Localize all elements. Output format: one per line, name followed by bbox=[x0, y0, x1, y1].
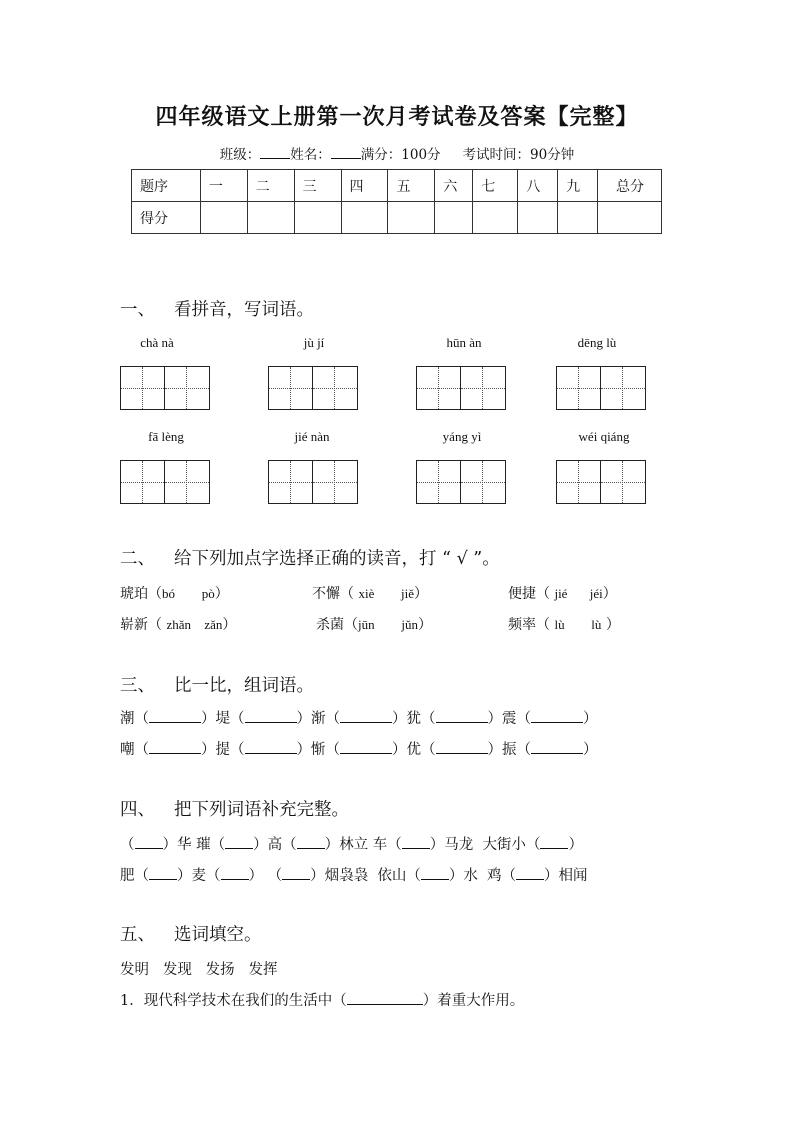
score-cell[interactable] bbox=[200, 202, 247, 234]
writing-grid[interactable] bbox=[120, 460, 210, 504]
reading-word: 不懈 bbox=[312, 586, 340, 602]
char: 堤 bbox=[215, 711, 230, 727]
idiom-part: 林立 bbox=[339, 837, 369, 853]
blank[interactable] bbox=[149, 709, 201, 723]
section-number: 三、 bbox=[120, 676, 155, 696]
score-cell[interactable] bbox=[294, 202, 341, 234]
exam-info bbox=[0, 143, 794, 163]
header-cell: 总分 bbox=[598, 170, 662, 202]
idiom-part: 麦 bbox=[191, 868, 206, 884]
blank[interactable] bbox=[540, 835, 568, 849]
reading-option[interactable]: lù bbox=[591, 617, 602, 632]
choice-word: 发挥 bbox=[248, 962, 278, 978]
score-label: 满分：100分 bbox=[360, 147, 441, 163]
header-cell: 七 bbox=[473, 170, 518, 202]
pinyin-label: fā lèng bbox=[148, 429, 184, 444]
blank[interactable] bbox=[282, 866, 310, 880]
char: 犹 bbox=[406, 711, 421, 727]
score-table-header bbox=[132, 170, 662, 202]
char: 潮 bbox=[120, 711, 135, 727]
section-number: 一、 bbox=[120, 300, 155, 320]
pinyin-label: wéi qiáng bbox=[578, 429, 630, 444]
header-cell: 题序 bbox=[132, 170, 201, 202]
reading-item: 琥珀（bó pò） bbox=[120, 586, 229, 602]
idiom-part: 依山 bbox=[377, 868, 407, 884]
page-title: 四年级语文上册第一次月考试卷及答案【完整】 bbox=[155, 104, 639, 130]
score-table-row bbox=[132, 202, 662, 234]
pinyin-label: chà nà bbox=[140, 335, 174, 350]
reading-item: 杀菌（jūn jǔn） bbox=[316, 617, 432, 633]
reading-item: 频率（ lù lù ） bbox=[508, 617, 620, 633]
writing-grid[interactable] bbox=[268, 460, 358, 504]
blank[interactable] bbox=[221, 866, 249, 880]
section-3-heading bbox=[120, 672, 314, 697]
idiom-part: 鸡 bbox=[487, 868, 502, 884]
pinyin-label: dēng lù bbox=[577, 335, 617, 350]
section-title: 选词填空。 bbox=[174, 925, 262, 945]
reading-word: 频率 bbox=[508, 617, 536, 633]
char: 嘲 bbox=[120, 742, 135, 758]
idiom-part: 车 bbox=[372, 837, 388, 853]
header-cell: 八 bbox=[518, 170, 558, 202]
section-title: 看拼音，写词语。 bbox=[174, 300, 314, 320]
char: 震 bbox=[502, 711, 517, 727]
reading-item: 不懈（ xiè jiě） bbox=[312, 586, 429, 602]
row-label: 得分 bbox=[132, 202, 201, 234]
char: 渐 bbox=[311, 711, 326, 727]
idiom-part: 璀 bbox=[196, 837, 211, 853]
blank[interactable] bbox=[421, 866, 449, 880]
char: 振 bbox=[502, 742, 517, 758]
char: 优 bbox=[406, 742, 421, 758]
section-4-heading bbox=[120, 796, 349, 821]
word-choices bbox=[120, 958, 277, 979]
question-text: ）着重大作用。 bbox=[422, 993, 525, 1009]
blank[interactable] bbox=[149, 740, 201, 754]
blank[interactable] bbox=[245, 709, 297, 723]
idiom-part: 华 bbox=[177, 837, 192, 853]
section-title: 把下列词语补充完整。 bbox=[174, 800, 349, 820]
reading-option[interactable]: jūn bbox=[358, 617, 375, 632]
reading-option[interactable]: zǎn bbox=[204, 617, 223, 632]
choice-word: 发现 bbox=[162, 962, 192, 978]
reading-option[interactable]: pò bbox=[201, 586, 215, 601]
reading-word: 便捷 bbox=[508, 586, 536, 602]
reading-option[interactable]: bó bbox=[162, 586, 175, 601]
question-text: 1．现代科学技术在我们的生活中（ bbox=[120, 993, 347, 1009]
name-label: 姓名： bbox=[290, 147, 331, 163]
idiom-part: 马龙 bbox=[444, 837, 474, 853]
writing-grid[interactable] bbox=[556, 460, 646, 504]
blank[interactable] bbox=[245, 740, 297, 754]
blank[interactable] bbox=[436, 709, 488, 723]
reading-word: 崭新 bbox=[120, 617, 148, 633]
header-cell: 六 bbox=[435, 170, 473, 202]
reading-item: 崭新（ zhǎn zǎn） bbox=[120, 617, 237, 633]
idiom-part: 肥 bbox=[120, 868, 135, 884]
section-1-heading bbox=[120, 296, 314, 321]
score-cell[interactable] bbox=[518, 202, 558, 234]
reading-option[interactable]: jié bbox=[554, 586, 568, 601]
section-number: 四、 bbox=[120, 800, 155, 820]
blank[interactable] bbox=[340, 709, 392, 723]
idiom-row: 肥（ ）麦（ ） （ ）烟袅袅 依山（ ）水 鸡（ ）相闻 bbox=[120, 868, 588, 884]
writing-grid[interactable] bbox=[416, 460, 506, 504]
time-label: 考试时间：90分钟 bbox=[462, 147, 575, 163]
section-title: 给下列加点字选择正确的读音，打 “ √ ”。 bbox=[174, 549, 500, 569]
choice-word: 发扬 bbox=[205, 962, 235, 978]
score-cell[interactable] bbox=[341, 202, 388, 234]
idiom-part: 大街小 bbox=[482, 837, 526, 853]
class-blank[interactable] bbox=[260, 146, 290, 159]
reading-word: 杀菌 bbox=[316, 617, 344, 633]
word-group-row: 潮（ ）堤（ ）渐（ ）犹（ ）震（ ） bbox=[120, 711, 598, 727]
score-cell[interactable] bbox=[388, 202, 435, 234]
writing-grid[interactable] bbox=[416, 366, 506, 410]
section-number: 五、 bbox=[120, 925, 155, 945]
reading-option[interactable]: zhǎn bbox=[166, 617, 191, 632]
section-title: 比一比，组词语。 bbox=[174, 676, 314, 696]
name-blank[interactable] bbox=[331, 146, 361, 159]
reading-option[interactable]: jǔn bbox=[401, 617, 418, 632]
header-cell: 一 bbox=[200, 170, 247, 202]
blank[interactable] bbox=[340, 740, 392, 754]
idiom-part: 高 bbox=[267, 837, 283, 853]
header-cell: 五 bbox=[388, 170, 435, 202]
writing-grid[interactable] bbox=[268, 366, 358, 410]
reading-option[interactable]: jéi bbox=[589, 586, 603, 601]
score-cell[interactable] bbox=[247, 202, 294, 234]
reading-item: 便捷（ jié jéi） bbox=[508, 586, 617, 602]
pinyin-label: jié nàn bbox=[294, 429, 330, 444]
blank[interactable] bbox=[402, 835, 430, 849]
class-label: 班级： bbox=[219, 147, 261, 163]
header-cell: 九 bbox=[558, 170, 598, 202]
blank[interactable] bbox=[436, 740, 488, 754]
pinyin-label: yáng yì bbox=[442, 429, 482, 444]
writing-grid[interactable] bbox=[556, 366, 646, 410]
reading-option[interactable]: xiè bbox=[358, 586, 375, 601]
pinyin-label: jù jí bbox=[303, 335, 325, 350]
blank[interactable] bbox=[347, 991, 423, 1005]
idiom-part: 烟袅袅 bbox=[324, 868, 369, 884]
score-cell[interactable] bbox=[473, 202, 518, 234]
reading-word: 琥珀 bbox=[120, 586, 148, 602]
blank[interactable] bbox=[531, 709, 583, 723]
choice-word: 发明 bbox=[120, 962, 149, 978]
idiom-row: （ ）华 璀（ ）高（ ）林立 车（ ）马龙 大街小（ ） bbox=[120, 837, 583, 853]
header-cell: 三 bbox=[294, 170, 341, 202]
idiom-part: 相闻 bbox=[558, 868, 588, 884]
reading-option[interactable]: lù bbox=[554, 617, 565, 632]
score-cell[interactable] bbox=[435, 202, 473, 234]
header-cell: 四 bbox=[341, 170, 388, 202]
score-cell[interactable] bbox=[558, 202, 598, 234]
score-table bbox=[131, 169, 662, 234]
blank[interactable] bbox=[531, 740, 583, 754]
blank[interactable] bbox=[149, 866, 177, 880]
writing-grid[interactable] bbox=[120, 366, 210, 410]
word-group-row: 嘲（ ）提（ ）惭（ ）优（ ）振（ ） bbox=[120, 742, 598, 758]
section-number: 二、 bbox=[120, 549, 155, 569]
idiom-part: 水 bbox=[463, 868, 478, 884]
header-cell: 二 bbox=[247, 170, 294, 202]
score-cell[interactable] bbox=[598, 202, 662, 234]
section-5-heading bbox=[120, 921, 262, 946]
blank[interactable] bbox=[297, 835, 325, 849]
blank[interactable] bbox=[516, 866, 544, 880]
char: 提 bbox=[215, 742, 230, 758]
reading-option[interactable]: jiě bbox=[401, 586, 415, 601]
fill-question-1 bbox=[120, 989, 524, 1010]
char: 惭 bbox=[311, 742, 326, 758]
section-2-heading bbox=[120, 545, 500, 570]
blank[interactable] bbox=[225, 835, 253, 849]
blank[interactable] bbox=[135, 835, 163, 849]
pinyin-label: hūn àn bbox=[446, 335, 482, 350]
